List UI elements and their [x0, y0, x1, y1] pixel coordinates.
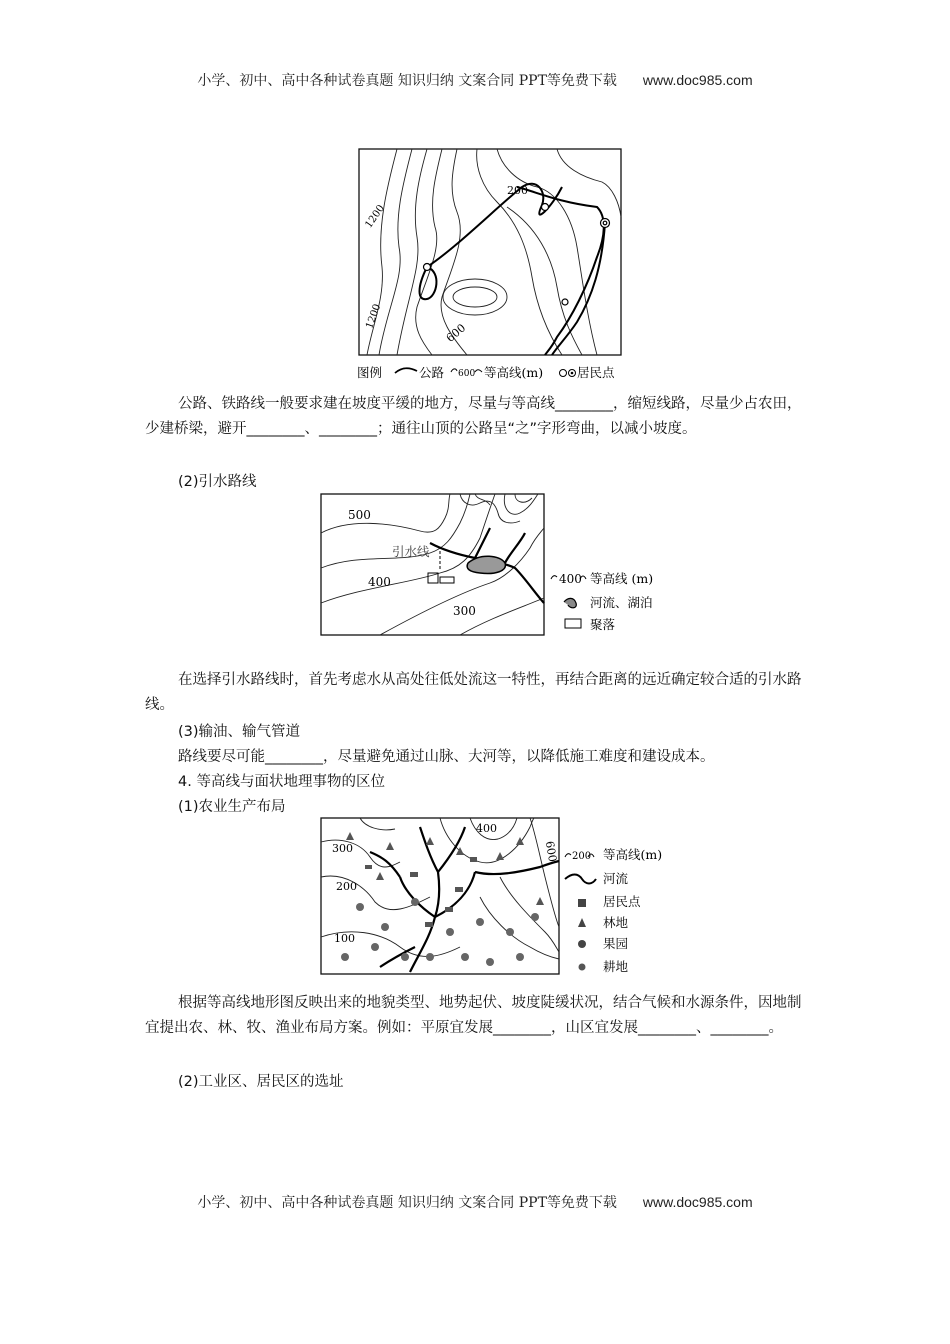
settlement-legend-icon — [560, 370, 567, 377]
fig1-legend-contour: 等高线(m) — [484, 365, 544, 380]
agriculture-layout-map — [320, 817, 670, 982]
fig3-legend-contour-num: 200 — [572, 851, 592, 862]
footer-site[interactable]: www.doc985.com — [642, 1194, 753, 1210]
para-water: 在选择引水路线时，首先考虑水从高处往低处流这一特性，再结合距离的远近确定较合适的引水路线。 — [145, 672, 802, 713]
road-legend-icon — [395, 368, 417, 373]
fig1-label-1200a: 1200 — [363, 203, 388, 231]
heading-pipeline: (3)输油、输气管道 — [178, 724, 301, 740]
orchard-legend-icon — [578, 940, 586, 948]
fig2-legend-river: 河流、湖泊 — [590, 595, 653, 610]
fig3-legend-settlement: 居民点 — [603, 894, 641, 909]
header-site[interactable]: www.doc985.com — [642, 72, 753, 88]
fig3-legend-forest: 林地 — [603, 915, 629, 930]
fig1-legend-prefix: 图例 — [357, 365, 383, 380]
fig2-label-water-line: 引水线 — [392, 544, 430, 559]
fig1-label-600: 600 — [443, 321, 469, 345]
page-header — [0, 70, 950, 90]
fig3-label-600: 600 — [542, 839, 560, 863]
fig1-label-200: 200 — [507, 184, 528, 197]
fig3-legend-contour: 等高线(m) — [603, 847, 663, 862]
fig2-legend-contour-num: 400 — [559, 572, 582, 586]
river-legend-icon — [565, 875, 596, 884]
fig3-label-300: 300 — [332, 842, 353, 855]
heading-section-4: 4. 等高线与面状地理事物的区位 — [178, 774, 385, 790]
page-footer — [0, 1192, 950, 1212]
forest-legend-icon — [578, 918, 586, 927]
fig3-legend-orchard: 果园 — [603, 936, 629, 951]
footer-text: 小学、初中、高中各种试卷真题 知识归纳 文案合同 PPT等免费下载 — [197, 1195, 617, 1211]
fig2-label-300: 300 — [453, 604, 476, 618]
contour-legend-icon — [451, 369, 457, 372]
fig1-legend-road: 公路 — [419, 365, 445, 380]
fig3-label-100: 100 — [334, 932, 355, 945]
fig1-legend-contour-num: 600 — [458, 369, 476, 379]
settlement-legend-icon — [578, 899, 586, 907]
fig2-legend-settlement: 聚落 — [590, 617, 616, 632]
para-pipeline: 路线要尽可能________，尽量避免通过山脉、大河等，以降低施工难度和建设成本。 — [178, 749, 715, 765]
fig3-label-200: 200 — [336, 880, 357, 893]
fig3-legend-river: 河流 — [603, 871, 629, 886]
heading-industry: (2)工业区、居民区的选址 — [178, 1074, 344, 1090]
para-road: 公路、铁路线一般要求建在坡度平缓的地方，尽量与等高线________，缩短线路，尽量少占农田，少建桥梁，避开________、________；通往山顶的公路呈“之”字形弯曲，以减小坡度。 — [145, 396, 802, 437]
para-agriculture: 根据等高线地形图反映出来的地貌类型、地势起伏、坡度陡缓状况，结合气候和水源条件，因地制宜提出农、林、牧、渔业布局方案。例如：平原宜发展________，山区宜发展________、________。 — [145, 995, 802, 1036]
road-contour-map — [357, 147, 625, 385]
settlement-hatch-icon — [565, 619, 581, 628]
river-legend-icon — [564, 598, 576, 607]
fig2-label-400: 400 — [368, 575, 391, 589]
fig1-legend-settlement: 居民点 — [577, 365, 615, 380]
fig2-label-500: 500 — [348, 508, 371, 522]
fig1-label-1200b: 1200 — [364, 302, 384, 331]
fig3-label-400: 400 — [476, 822, 497, 835]
farmland-legend-icon — [579, 964, 586, 971]
water-diversion-map — [320, 493, 665, 643]
heading-agriculture: (1)农业生产布局 — [178, 799, 286, 815]
header-text: 小学、初中、高中各种试卷真题 知识归纳 文案合同 PPT等免费下载 — [197, 73, 617, 89]
fig2-legend-contour: 等高线 (m) — [590, 571, 654, 586]
fig3-legend-farmland: 耕地 — [603, 959, 629, 974]
heading-water-line: (2)引水路线 — [178, 474, 257, 490]
